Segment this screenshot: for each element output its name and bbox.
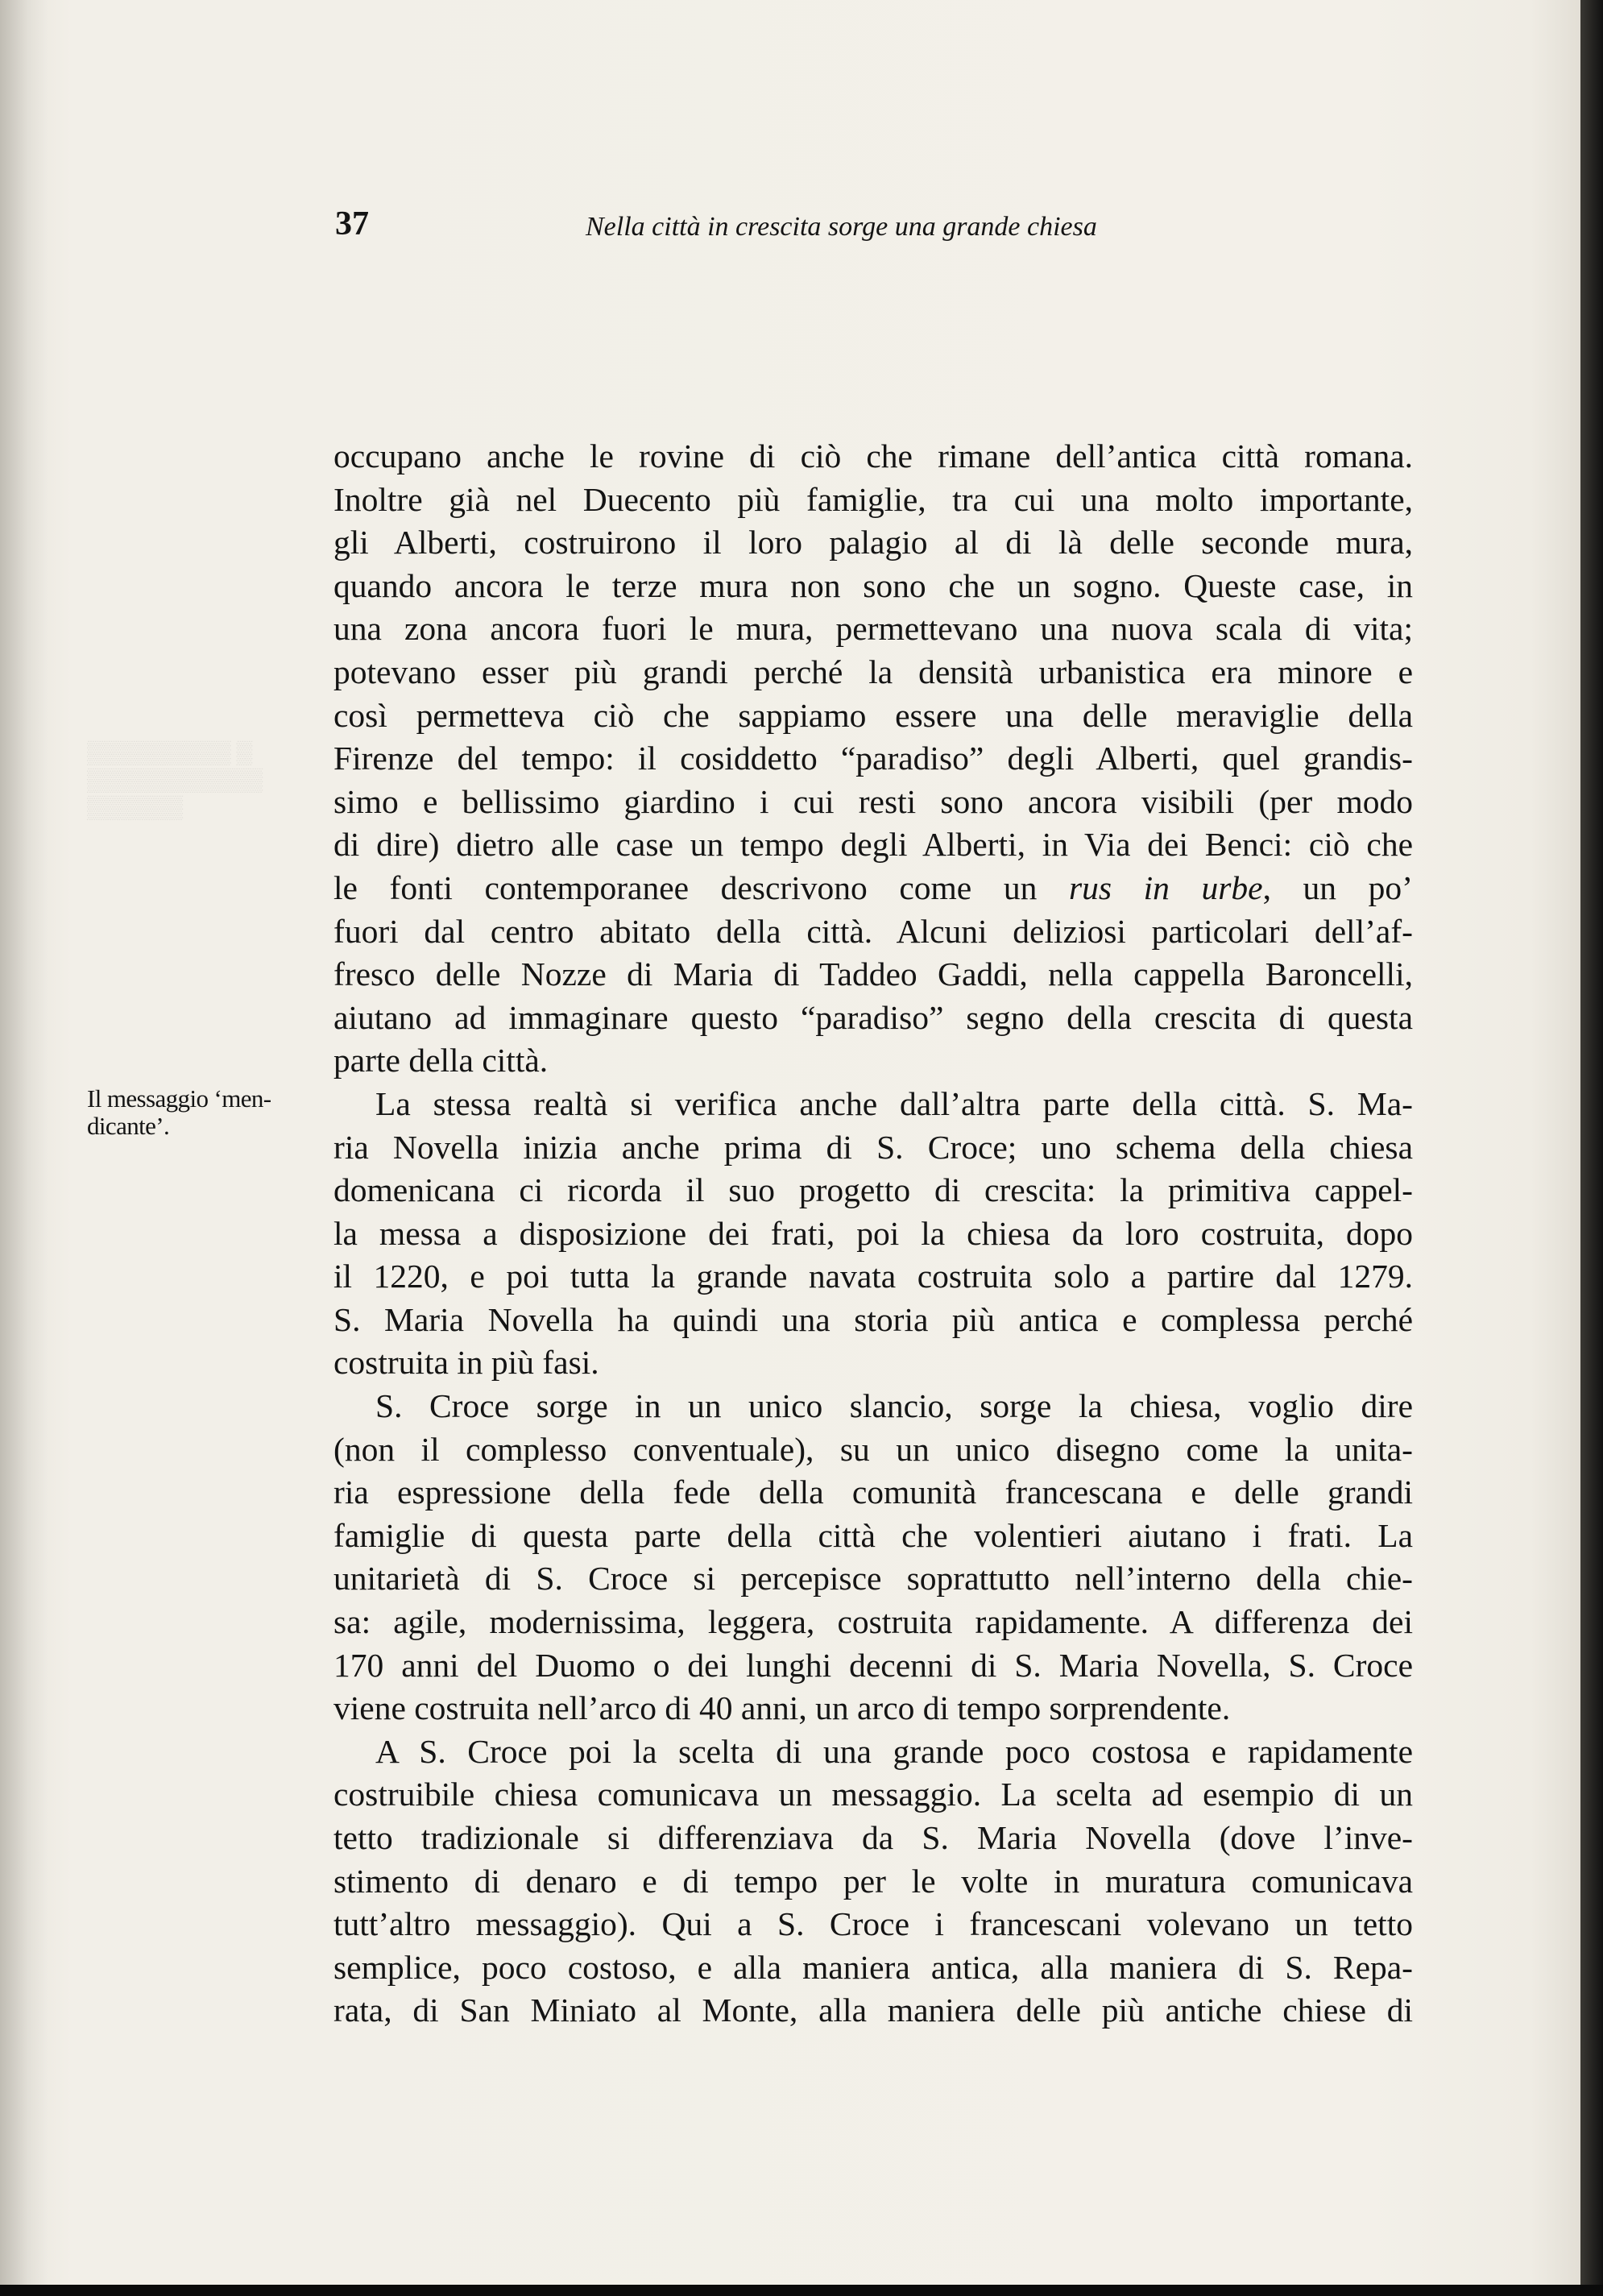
- text-line: fuori dal centro abitato della città. Alcuni deliziosi particolari dell’af-: [333, 912, 1413, 950]
- paragraph-start-line: La stessa realtà si verifica anche dall’altra parte della città. S. Ma-: [375, 1084, 1413, 1122]
- text-line: una zona ancora fuori le mura, permettevano una nuova scala di vita;: [333, 610, 1413, 648]
- spine-shadow: [0, 0, 48, 2285]
- running-head: [332, 203, 1411, 251]
- text-line: unitarietà di S. Croce si percepisce soprattutto nell’interno della chie-: [333, 1560, 1413, 1598]
- text-line: semplice, poco costoso, e alla maniera antica, alla maniera di S. Repa-: [333, 1948, 1413, 1986]
- text-line: ria espressione della fede della comunità francescana e delle grandi: [333, 1473, 1413, 1511]
- paragraph-start-line: A S. Croce poi la scelta di una grande poco costosa e rapidamente: [375, 1732, 1413, 1770]
- text-line: (non il complesso conventuale), su un unico disegno come la unita-: [333, 1430, 1413, 1468]
- text-line: aiutano ad immaginare questo “paradiso” segno della crescita di questa: [333, 998, 1413, 1036]
- text-line: la messa a disposizione dei frati, poi la chiesa da loro costruita, dopo: [333, 1214, 1413, 1252]
- margin-note: [87, 1085, 304, 1140]
- text-line: costruibile chiesa comunicava un messaggio. La scelta ad esempio di un: [333, 1776, 1413, 1813]
- text-line: rata, di San Miniato al Monte, alla maniera delle più antiche chiese di: [333, 1991, 1413, 2029]
- paragraph-start-line: S. Croce sorge in un unico slancio, sorge la chiesa, voglio dire: [375, 1387, 1413, 1425]
- page-edge-bottom: [0, 2285, 1603, 2296]
- text-line: di dire) dietro alle case un tempo degli Alberti, in Via dei Benci: ciò che: [333, 826, 1413, 864]
- page-number: 37: [335, 205, 369, 242]
- paragraph-end-line: parte della città.: [333, 1042, 549, 1080]
- body-text: [333, 435, 1413, 2033]
- paragraph-end-line: viene costruita nell’arco di 40 anni, un arco di tempo sorprendente.: [333, 1689, 1231, 1727]
- text-line: stimento di denaro e di tempo per le volte in muratura comunicava: [333, 1862, 1413, 1900]
- text-line: tutt’altro messaggio). Qui a S. Croce i francescani volevano un tetto: [333, 1905, 1413, 1943]
- paragraph-end-line: costruita in più fasi.: [333, 1344, 599, 1382]
- text-line: simo e bellissimo giardino i cui resti sono ancora visibili (per modo: [333, 782, 1413, 820]
- bleed-through-text: ▒▒▒▒▒▒▒▒▒ ▒ ▒▒▒▒▒▒▒▒▒▒▒ ▒▒▒▒▒▒: [87, 740, 263, 820]
- text-line: 170 anni del Duomo o dei lunghi decenni di S. Maria Novella, S. Croce: [333, 1646, 1413, 1684]
- text-line: fresco delle Nozze di Maria di Taddeo Gaddi, nella cappella Baroncelli,: [333, 955, 1413, 993]
- text-line: Firenze del tempo: il cosiddetto “paradiso” degli Alberti, quel grandis-: [333, 740, 1413, 777]
- text-line: occupano anche le rovine di ciò che rimane dell’antica città romana.: [333, 437, 1413, 475]
- text-line: domenicana ci ricorda il suo progetto di crescita: la primitiva cappel-: [333, 1171, 1413, 1209]
- text-line: gli Alberti, costruirono il loro palagio al di là delle seconde mura,: [333, 524, 1413, 562]
- margin-note-line: Il messaggio ‘men-: [87, 1084, 271, 1113]
- text-line: potevano esser più grandi perché la densità urbanistica era minore e: [333, 653, 1413, 690]
- text-line: ria Novella inizia anche prima di S. Croce; uno schema della chiesa: [333, 1128, 1413, 1166]
- margin-note-line: dicante’.: [87, 1112, 170, 1140]
- text-line: S. Maria Novella ha quindi una storia più antica e complessa perché: [333, 1300, 1413, 1338]
- text-line: così permetteva ciò che sappiamo essere una delle meraviglie della: [333, 696, 1413, 734]
- page-edge-right: [1580, 0, 1603, 2296]
- text-line: famiglie di questa parte della città che volentieri aiutano i frati. La: [333, 1516, 1413, 1554]
- text-segment: le fonti contemporanee descrivono come un: [333, 868, 1069, 906]
- text-line: il 1220, e poi tutta la grande navata costruita solo a partire dal 1279.: [333, 1258, 1413, 1295]
- italic-phrase: rus in urbe: [1068, 868, 1263, 906]
- text-line: quando ancora le terze mura non sono che un sogno. Queste case, in: [333, 566, 1413, 604]
- text-line: tetto tradizionale si differenziava da S. Maria Novella (dove l’inve-: [333, 1819, 1413, 1856]
- text-line: Inoltre già nel Duecento più famiglie, tra cui una molto importante,: [333, 480, 1413, 518]
- running-title: Nella città in crescita sorge una grande chiesa: [586, 212, 1097, 242]
- text-line: [333, 867, 1413, 910]
- text-line: sa: agile, modernissima, leggera, costruita rapidamente. A differenza dei: [333, 1603, 1413, 1641]
- text-segment: , un po’: [1262, 868, 1413, 906]
